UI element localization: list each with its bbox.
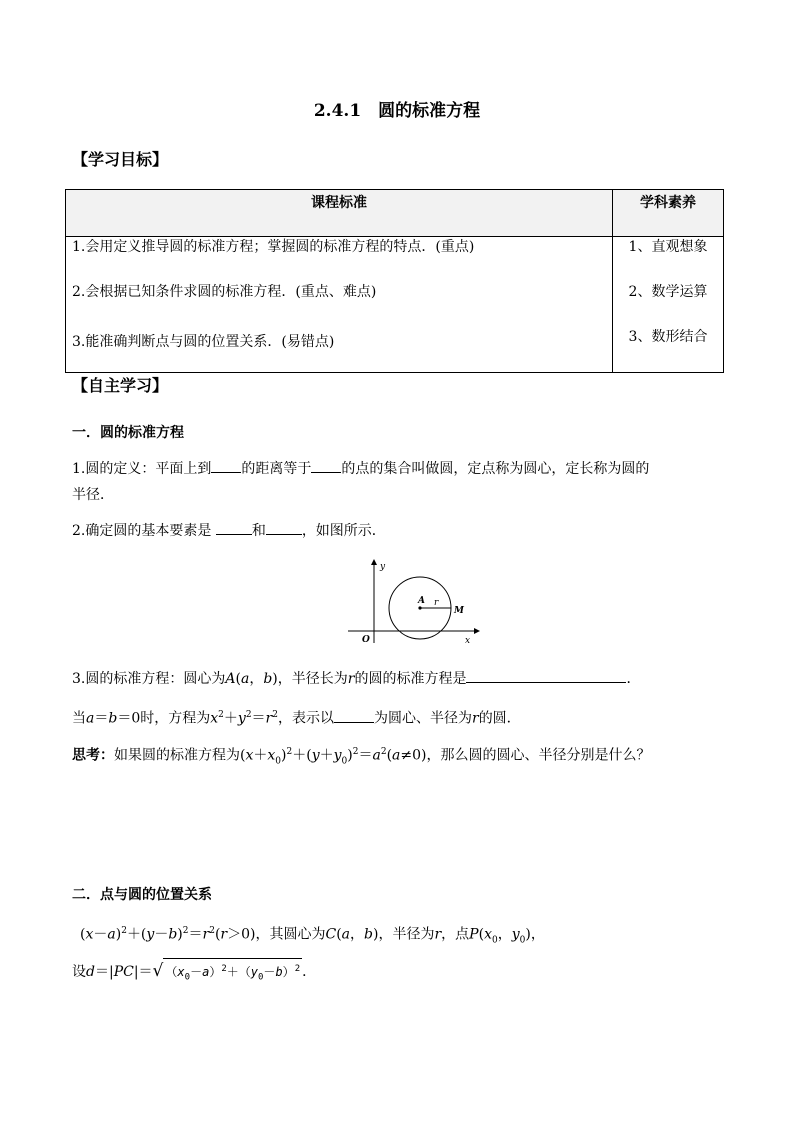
literacy-item-1: 1、直观想象 bbox=[628, 239, 708, 255]
section-self-heading: 【自主学习】 bbox=[72, 376, 169, 395]
part2-heading: 二．点与圆的位置关系 bbox=[72, 887, 212, 903]
x-axis-arrow-icon bbox=[474, 628, 480, 634]
page-title: 2.4.1 圆的标准方程 bbox=[313, 101, 481, 121]
circle-figure bbox=[340, 555, 480, 645]
blank-origin[interactable] bbox=[334, 708, 374, 723]
standards-cell bbox=[66, 237, 613, 373]
center-label: A bbox=[418, 596, 425, 606]
elements-line: 2.确定圆的基本要素是 和 ，如图所示． bbox=[72, 520, 386, 541]
standard-item-2: 2.会根据已知条件求圆的标准方程．(重点、难点) bbox=[72, 284, 377, 300]
goals-table bbox=[65, 189, 724, 373]
blank-fixed-length[interactable] bbox=[311, 458, 341, 473]
literacy-item-3: 3、数形结合 bbox=[628, 329, 708, 345]
definition-line: 1.圆的定义：平面上到 的距离等于 的点的集合叫做圆，定点称为圆心，定长称为圆的 bbox=[72, 458, 649, 479]
distance-sqrt: $(x_0-a)^2+(y_0-b)^2$ bbox=[163, 958, 302, 987]
section-goals-heading: 【学习目标】 bbox=[72, 150, 169, 169]
standard-item-1: 1.会用定义推导圆的标准方程；掌握圆的标准方程的特点．(重点) bbox=[72, 239, 475, 255]
standard-item-3: 3.能准确判断点与圆的位置关系．(易错点) bbox=[72, 334, 335, 350]
blank-radius[interactable] bbox=[266, 520, 302, 535]
blank-standard-equation[interactable] bbox=[466, 668, 626, 683]
definition-line-2: 半径． bbox=[72, 487, 114, 503]
point-m-label: M bbox=[454, 606, 464, 616]
radius-label: r bbox=[434, 598, 439, 608]
standard-equation-line: 3.圆的标准方程：圆心为A(a，b)，半径长为r的圆的标准方程是 ． bbox=[72, 668, 640, 689]
table-header-standards: 课程标准 bbox=[66, 190, 613, 237]
literacy-item-2: 2、数学运算 bbox=[628, 284, 708, 300]
table-header-literacy: 学科素养 bbox=[613, 190, 724, 237]
blank-center[interactable] bbox=[216, 520, 252, 535]
origin-label: O bbox=[362, 635, 370, 645]
center-point bbox=[418, 606, 421, 609]
think-line: 思考：如果圆的标准方程为$(x+x_0)^2+(y+y_0)^2=a^2(a\ne 0)$，那么圆的圆心、半径分别是什么？ bbox=[72, 747, 651, 767]
point-circle-line: $(x-a)^2+(y-b)^2=r^2(r>0)$，其圆心为C(a，b)，半径为r，点$P(x_0$，$y_0$)， bbox=[80, 926, 545, 946]
x-axis-label: x bbox=[465, 636, 471, 645]
part1-heading: 一．圆的标准方程 bbox=[72, 425, 184, 441]
distance-line: 设d＝|PC|＝√ $(x_0-a)^2+(y_0-b)^2$ ． bbox=[72, 958, 316, 987]
blank-fixed-point[interactable] bbox=[211, 458, 241, 473]
y-axis-arrow-icon bbox=[371, 559, 377, 565]
literacy-cell bbox=[613, 237, 724, 373]
y-axis-label: y bbox=[380, 562, 386, 572]
special-case-line: 当a＝b＝0时，方程为$x^2+y^2=r^2$，表示以 为圆心、半径为r的圆． bbox=[72, 705, 521, 729]
